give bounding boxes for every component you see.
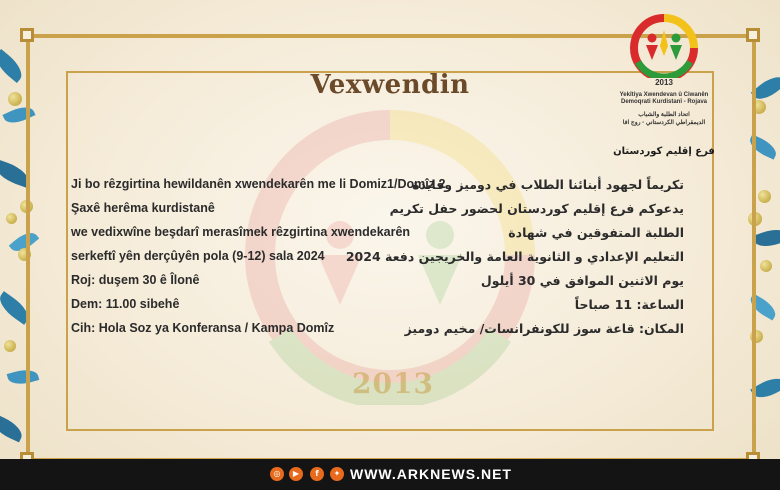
logo-name-line: Yekîtiya Xwendevan û Ciwanên	[619, 92, 709, 98]
kurdish-line: Ji bo rêzgirtina hewildanên xwendekarên me li Domiz1/Domîz 2	[71, 177, 446, 191]
arabic-line: الطلبة المتفوقين في شهادة	[508, 225, 684, 240]
arabic-line: يدعوكم فرع إقليم كوردستان لحضور حفل تكريم	[389, 201, 684, 216]
page-title: Vexwendin	[310, 70, 470, 100]
twitter-icon[interactable]: ✦	[330, 467, 344, 481]
logo-name-line: اتحاد الطلبة والشباب	[638, 112, 690, 118]
footer-bar	[0, 459, 780, 490]
frame-corner	[20, 28, 34, 42]
logo-branch: فرع إقليم كوردستان	[613, 146, 715, 157]
kurdish-line: serkeftî yên derçûyên pola (9-12) sala 2024	[71, 249, 325, 263]
instagram-icon[interactable]: ◎	[270, 467, 284, 481]
kurdish-line: Cih: Hola Soz ya Konferansa / Kampa Domîz	[71, 321, 335, 335]
frame-corner	[746, 28, 760, 42]
organization-logo	[604, 12, 724, 162]
kurdish-line: we vedixwîne beşdarî merasîmek rêzgirtina xwendekarên	[71, 225, 411, 239]
kurdish-line: Dem: 11.00 sibehê	[71, 297, 180, 311]
logo-emblem-icon	[604, 12, 724, 78]
facebook-icon[interactable]: f	[310, 467, 324, 481]
arabic-line: الساعة: 11 صباحاً	[574, 297, 684, 312]
logo-year: 2013	[655, 78, 673, 87]
arabic-line: المكان: قاعة سوز للكونفرانسات/ مخيم دوميز	[404, 321, 684, 336]
youtube-icon[interactable]: ▶	[289, 467, 303, 481]
logo-name-line: Demoqrati Kurdistanî - Rojava	[620, 99, 707, 105]
arabic-line: تكريماً لجهود أبنائنا الطلاب في دوميز وفايدة	[412, 177, 684, 192]
watermark-year: 2013	[352, 367, 434, 400]
site-link[interactable]: WWW.ARKNEWS.NET	[350, 466, 512, 482]
kurdish-line: Roj: duşem 30 ê Îlonê	[71, 273, 200, 287]
arabic-line: يوم الاثنين الموافق في 30 أيلول	[480, 273, 684, 288]
arabic-line: التعليم الإعدادي و الثانوية العامة والخريجين دفعة 2024	[345, 249, 684, 264]
kurdish-line: Şaxê herêma kurdistanê	[71, 201, 215, 215]
logo-name-line: الديمقراطي الكردستاني - روج افا	[622, 120, 706, 126]
